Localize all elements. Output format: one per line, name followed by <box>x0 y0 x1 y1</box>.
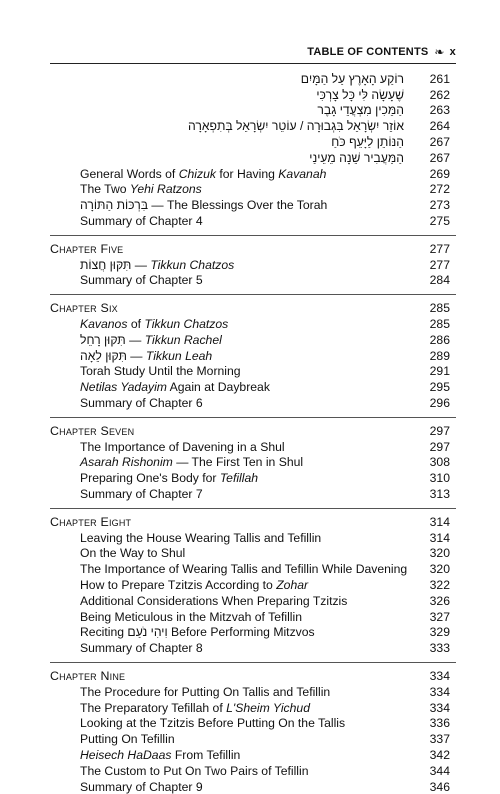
toc-entry-title <box>50 610 410 624</box>
toc-entry-title <box>50 641 410 655</box>
toc-entry-text-part: Chizuk <box>178 166 216 181</box>
toc-entry-text-part: Again at Daybreak <box>166 380 270 395</box>
toc-entry-title <box>50 380 410 394</box>
toc-entry-text-part: — The Blessings Over the Torah <box>148 198 328 213</box>
toc-entry-text-part: of <box>127 317 145 332</box>
toc-entry-text-part: — <box>125 332 145 347</box>
toc-page-number: 334 <box>429 684 450 699</box>
toc-entry-row <box>50 395 450 411</box>
toc-entry-title <box>50 732 410 746</box>
chapter-heading-row <box>50 668 450 684</box>
chapter-page-number: 277 <box>429 241 450 256</box>
fleuron-ornament-icon: ❧ <box>434 45 445 59</box>
toc-page-number: 329 <box>429 625 450 640</box>
toc-entry-text-part: Being Meticulous in the Mitzvah of Tefillin <box>80 609 302 624</box>
toc-entry-text-part: Kavanos <box>80 317 128 332</box>
toc-entry-title <box>50 546 410 560</box>
toc-page-number: 326 <box>429 593 450 608</box>
toc-entry-row <box>50 348 450 364</box>
toc-page-number: 264 <box>429 119 450 134</box>
toc-entry-row <box>50 364 450 380</box>
toc-page-number: 313 <box>429 487 450 502</box>
chapter-heading-row <box>50 300 450 316</box>
toc-page-number: 267 <box>429 150 450 165</box>
toc-entry-row <box>50 213 450 229</box>
toc-page-number: 314 <box>429 530 450 545</box>
toc-entry-row <box>50 747 450 763</box>
toc-entry-text-part: The Two <box>80 182 130 197</box>
toc-entry-text-part: Putting On Tefillin <box>80 732 175 747</box>
toc-entry-title <box>50 471 410 485</box>
toc-entry-text-part: Tikkun Leah <box>145 348 213 363</box>
toc-entry-row <box>50 273 450 289</box>
toc-page-number: 261 <box>429 71 450 86</box>
toc-entry-text-part: Kavanah <box>278 166 327 181</box>
toc-entry-text-part: Zohar <box>276 578 309 592</box>
toc-entry-title <box>50 780 410 794</box>
toc-entry-text-part: L'Sheim Yichud <box>226 700 310 715</box>
toc-entry-row <box>50 197 450 213</box>
table-of-contents <box>50 71 450 794</box>
toc-entry-row <box>50 486 450 502</box>
toc-page-number: 337 <box>429 732 450 747</box>
toc-entry-text-part: The Procedure for Putting On Tallis and Tefillin <box>80 684 331 699</box>
toc-entry-text-part: Reciting <box>80 625 128 640</box>
chapter-heading: Chapter Seven <box>50 423 135 438</box>
toc-entry-text-part: How to Prepare Tzitzis According to <box>80 578 277 592</box>
chapter-page-number: 314 <box>429 514 450 529</box>
toc-entry-text-part: Summary of Chapter 8 <box>80 641 203 656</box>
chapter-heading-row <box>50 241 450 257</box>
running-header <box>282 44 456 60</box>
toc-page-number: 275 <box>429 214 450 229</box>
toc-entry-title <box>50 594 410 608</box>
toc-entry-text-part: Leaving the House Wearing Tallis and Tefillin <box>80 530 322 545</box>
toc-entry-title <box>50 578 410 592</box>
toc-entry-title <box>50 701 410 715</box>
toc-entry-row <box>50 257 450 273</box>
toc-page-number: 320 <box>429 562 450 577</box>
toc-entry-row <box>50 763 450 779</box>
chapter-page-number: 285 <box>429 301 450 316</box>
toc-entry-row <box>50 182 450 198</box>
toc-entry-text-part: Summary of Chapter 6 <box>80 396 203 411</box>
toc-page-number: 344 <box>429 763 450 778</box>
toc-entry-row <box>50 103 450 119</box>
header-title: TABLE OF CONTENTS <box>307 46 429 58</box>
toc-entry-text-part: On the Way to Shul <box>80 546 186 561</box>
toc-page-number: 334 <box>429 700 450 715</box>
toc-entry-title <box>50 167 410 181</box>
toc-entry-title: רוֹקַע הָאָרֶץ עַל הַמָּיִם <box>300 71 404 86</box>
toc-entry-row <box>50 593 450 609</box>
header-rule <box>50 63 456 64</box>
section-divider <box>50 235 456 236</box>
toc-page-number: 333 <box>429 641 450 656</box>
toc-entry-row <box>50 684 450 700</box>
toc-page-number: 336 <box>429 716 450 731</box>
toc-entry-text-part: תִּקּוּן רָחֵל <box>80 332 126 347</box>
toc-entry-row <box>50 530 450 546</box>
toc-entry-title <box>50 440 410 454</box>
toc-entry-text-part: Asarah Rishonim <box>80 455 173 470</box>
toc-entry-row <box>50 625 450 641</box>
toc-entry-title <box>50 685 410 699</box>
toc-entry-text-part: Summary of Chapter 5 <box>80 273 203 288</box>
toc-page-number: 310 <box>429 471 450 486</box>
toc-entry-text-part: Tikkun Chatzos <box>144 317 229 332</box>
toc-entry-text-part: Preparing One's Body for <box>80 471 220 486</box>
toc-page-number: 342 <box>429 747 450 762</box>
toc-entry-row <box>50 561 450 577</box>
chapter-heading-row <box>50 514 450 530</box>
toc-page-number: 284 <box>429 273 450 288</box>
toc-page-number: 346 <box>429 779 450 794</box>
toc-entry-title <box>50 364 410 378</box>
toc-entry-row <box>50 71 450 87</box>
toc-entry-title <box>50 748 410 762</box>
toc-page-number: 285 <box>429 317 450 332</box>
toc-entry-text-part: The Preparatory Tefillah of <box>80 700 227 715</box>
chapter-page-number: 297 <box>429 423 450 438</box>
toc-entry-row <box>50 439 450 455</box>
section-divider <box>50 508 456 509</box>
toc-entry-title <box>50 562 410 576</box>
toc-page-number: 320 <box>429 546 450 561</box>
section-divider <box>50 662 456 663</box>
toc-entry-row <box>50 700 450 716</box>
toc-entry-text-part: תִּקּוּן חֲצוֹת <box>80 257 132 272</box>
toc-entry-text-part: — The First Ten in Shul <box>172 455 304 470</box>
toc-entry-title <box>50 625 410 639</box>
chapter-heading: Chapter Eight <box>50 514 132 529</box>
toc-entry-row <box>50 470 450 486</box>
toc-page-number: 289 <box>429 348 450 363</box>
toc-entry-title <box>50 333 410 347</box>
toc-entry-text-part: Summary of Chapter 7 <box>80 487 203 502</box>
toc-entry-text-part: Looking at the Tzitzis Before Putting On the Tallis <box>80 716 346 731</box>
toc-entry-row <box>50 609 450 625</box>
toc-entry-row <box>50 779 450 794</box>
toc-entry-title: הַמֵּכִין מִצְעֲדֵי גָבֶר <box>317 103 404 118</box>
toc-entry-title <box>50 182 410 196</box>
toc-entry-text-part: Heisech HaDaas <box>80 747 172 762</box>
toc-entry-text-part: תִּקּוּן לֵאָה <box>80 348 127 363</box>
toc-entry-text-part: Additional Considerations When Preparing Tzitzis <box>80 593 348 608</box>
section-divider <box>50 417 456 418</box>
toc-entry-title <box>50 396 410 410</box>
toc-entry-row <box>50 379 450 395</box>
toc-entry-text-part: וִיהִי נֹעַם <box>127 625 168 640</box>
toc-entry-title <box>50 531 410 545</box>
toc-entry-row <box>50 332 450 348</box>
toc-entry-row <box>50 150 450 166</box>
toc-entry-title: שֶׁעָשָׂה לִּי כָּל צָרְכִּי <box>316 87 404 102</box>
toc-entry-title: הַמַּעֲבִיר שֵׁנָה מֵעֵינַי <box>309 150 404 165</box>
toc-entry-text-part: for Having <box>215 166 279 181</box>
toc-page-number: 286 <box>429 332 450 347</box>
toc-entry-row <box>50 316 450 332</box>
toc-entry-text-part: From Tefillin <box>171 747 241 762</box>
toc-entry-text-part: בִּרְכּוֹת הַתּוֹרָה <box>80 198 148 213</box>
toc-entry-text-part: Tefillah <box>219 471 259 486</box>
toc-entry-text-part: Torah Study Until the Morning <box>80 364 241 379</box>
toc-entry-text-part: The Importance of Wearing Tallis and Tefillin While Davening <box>80 562 408 577</box>
toc-page-number: 291 <box>429 364 450 379</box>
toc-page-number: 308 <box>429 455 450 470</box>
chapter-heading: Chapter Five <box>50 241 124 256</box>
toc-entry-title <box>50 716 410 730</box>
chapter-heading: Chapter Six <box>50 301 118 316</box>
toc-entry-title <box>50 764 410 778</box>
toc-entry-title <box>50 487 410 501</box>
toc-entry-text-part: — <box>131 257 151 272</box>
toc-page-number: 267 <box>429 135 450 150</box>
toc-entry-row <box>50 731 450 747</box>
toc-entry-title <box>50 198 410 212</box>
toc-page-number: 327 <box>429 609 450 624</box>
chapter-page-number: 334 <box>429 668 450 683</box>
chapter-heading: Chapter Nine <box>50 668 126 683</box>
toc-page-number: 262 <box>429 87 450 102</box>
toc-page-number: 295 <box>429 380 450 395</box>
toc-page-number: 322 <box>429 578 450 592</box>
toc-entry-row <box>50 134 450 150</box>
toc-entry-row <box>50 166 450 182</box>
toc-entry-text-part: General Words of <box>80 166 179 181</box>
toc-entry-title <box>50 214 410 228</box>
toc-entry-text-part: — <box>126 348 146 363</box>
toc-entry-title <box>50 258 410 272</box>
toc-entry-title: הַנּוֹתֵן לַיָּעֵף כֹּחַ <box>331 135 404 150</box>
toc-page-number: 269 <box>429 166 450 181</box>
toc-entry-row <box>50 715 450 731</box>
toc-entry-row <box>50 455 450 471</box>
toc-entry-title: אוֹזֵר יִשְׂרָאֵל בִּגְבוּרָה / עוֹטֵר יִשְׂרָאֵל בְּתִפְאָרָה <box>187 119 404 134</box>
toc-entry-text-part: Tikkun Rachel <box>144 332 222 347</box>
toc-entry-text-part: Summary of Chapter 4 <box>80 214 203 229</box>
toc-entry-row <box>50 640 450 656</box>
toc-page-number: 273 <box>429 198 450 213</box>
page-number: x <box>449 46 456 58</box>
toc-entry-text-part: The Importance of Davening in a Shul <box>80 439 285 454</box>
toc-entry-text-part: The Custom to Put On Two Pairs of Tefillin <box>80 763 309 778</box>
toc-entry-text-part: Before Performing Mitzvos <box>167 625 315 640</box>
toc-entry-row <box>50 577 450 593</box>
toc-entry-title <box>50 273 410 287</box>
toc-page-number: 272 <box>429 182 450 197</box>
toc-entry-text-part: Summary of Chapter 9 <box>80 779 203 794</box>
toc-entry-text-part: Netilas Yadayim <box>80 380 167 395</box>
toc-entry-row <box>50 118 450 134</box>
section-divider <box>50 294 456 295</box>
toc-entry-row <box>50 546 450 562</box>
toc-entry-text-part: Tikkun Chatzos <box>150 257 235 272</box>
toc-entry-title <box>50 455 410 469</box>
toc-page-number: 263 <box>429 103 450 118</box>
toc-page-number: 297 <box>429 439 450 454</box>
toc-entry-row <box>50 87 450 103</box>
toc-entry-title <box>50 349 410 363</box>
chapter-heading-row <box>50 423 450 439</box>
toc-page-number: 296 <box>429 396 450 411</box>
toc-entry-title <box>50 317 410 331</box>
toc-page-number: 277 <box>429 257 450 272</box>
toc-entry-text-part: Yehi Ratzons <box>129 182 202 197</box>
